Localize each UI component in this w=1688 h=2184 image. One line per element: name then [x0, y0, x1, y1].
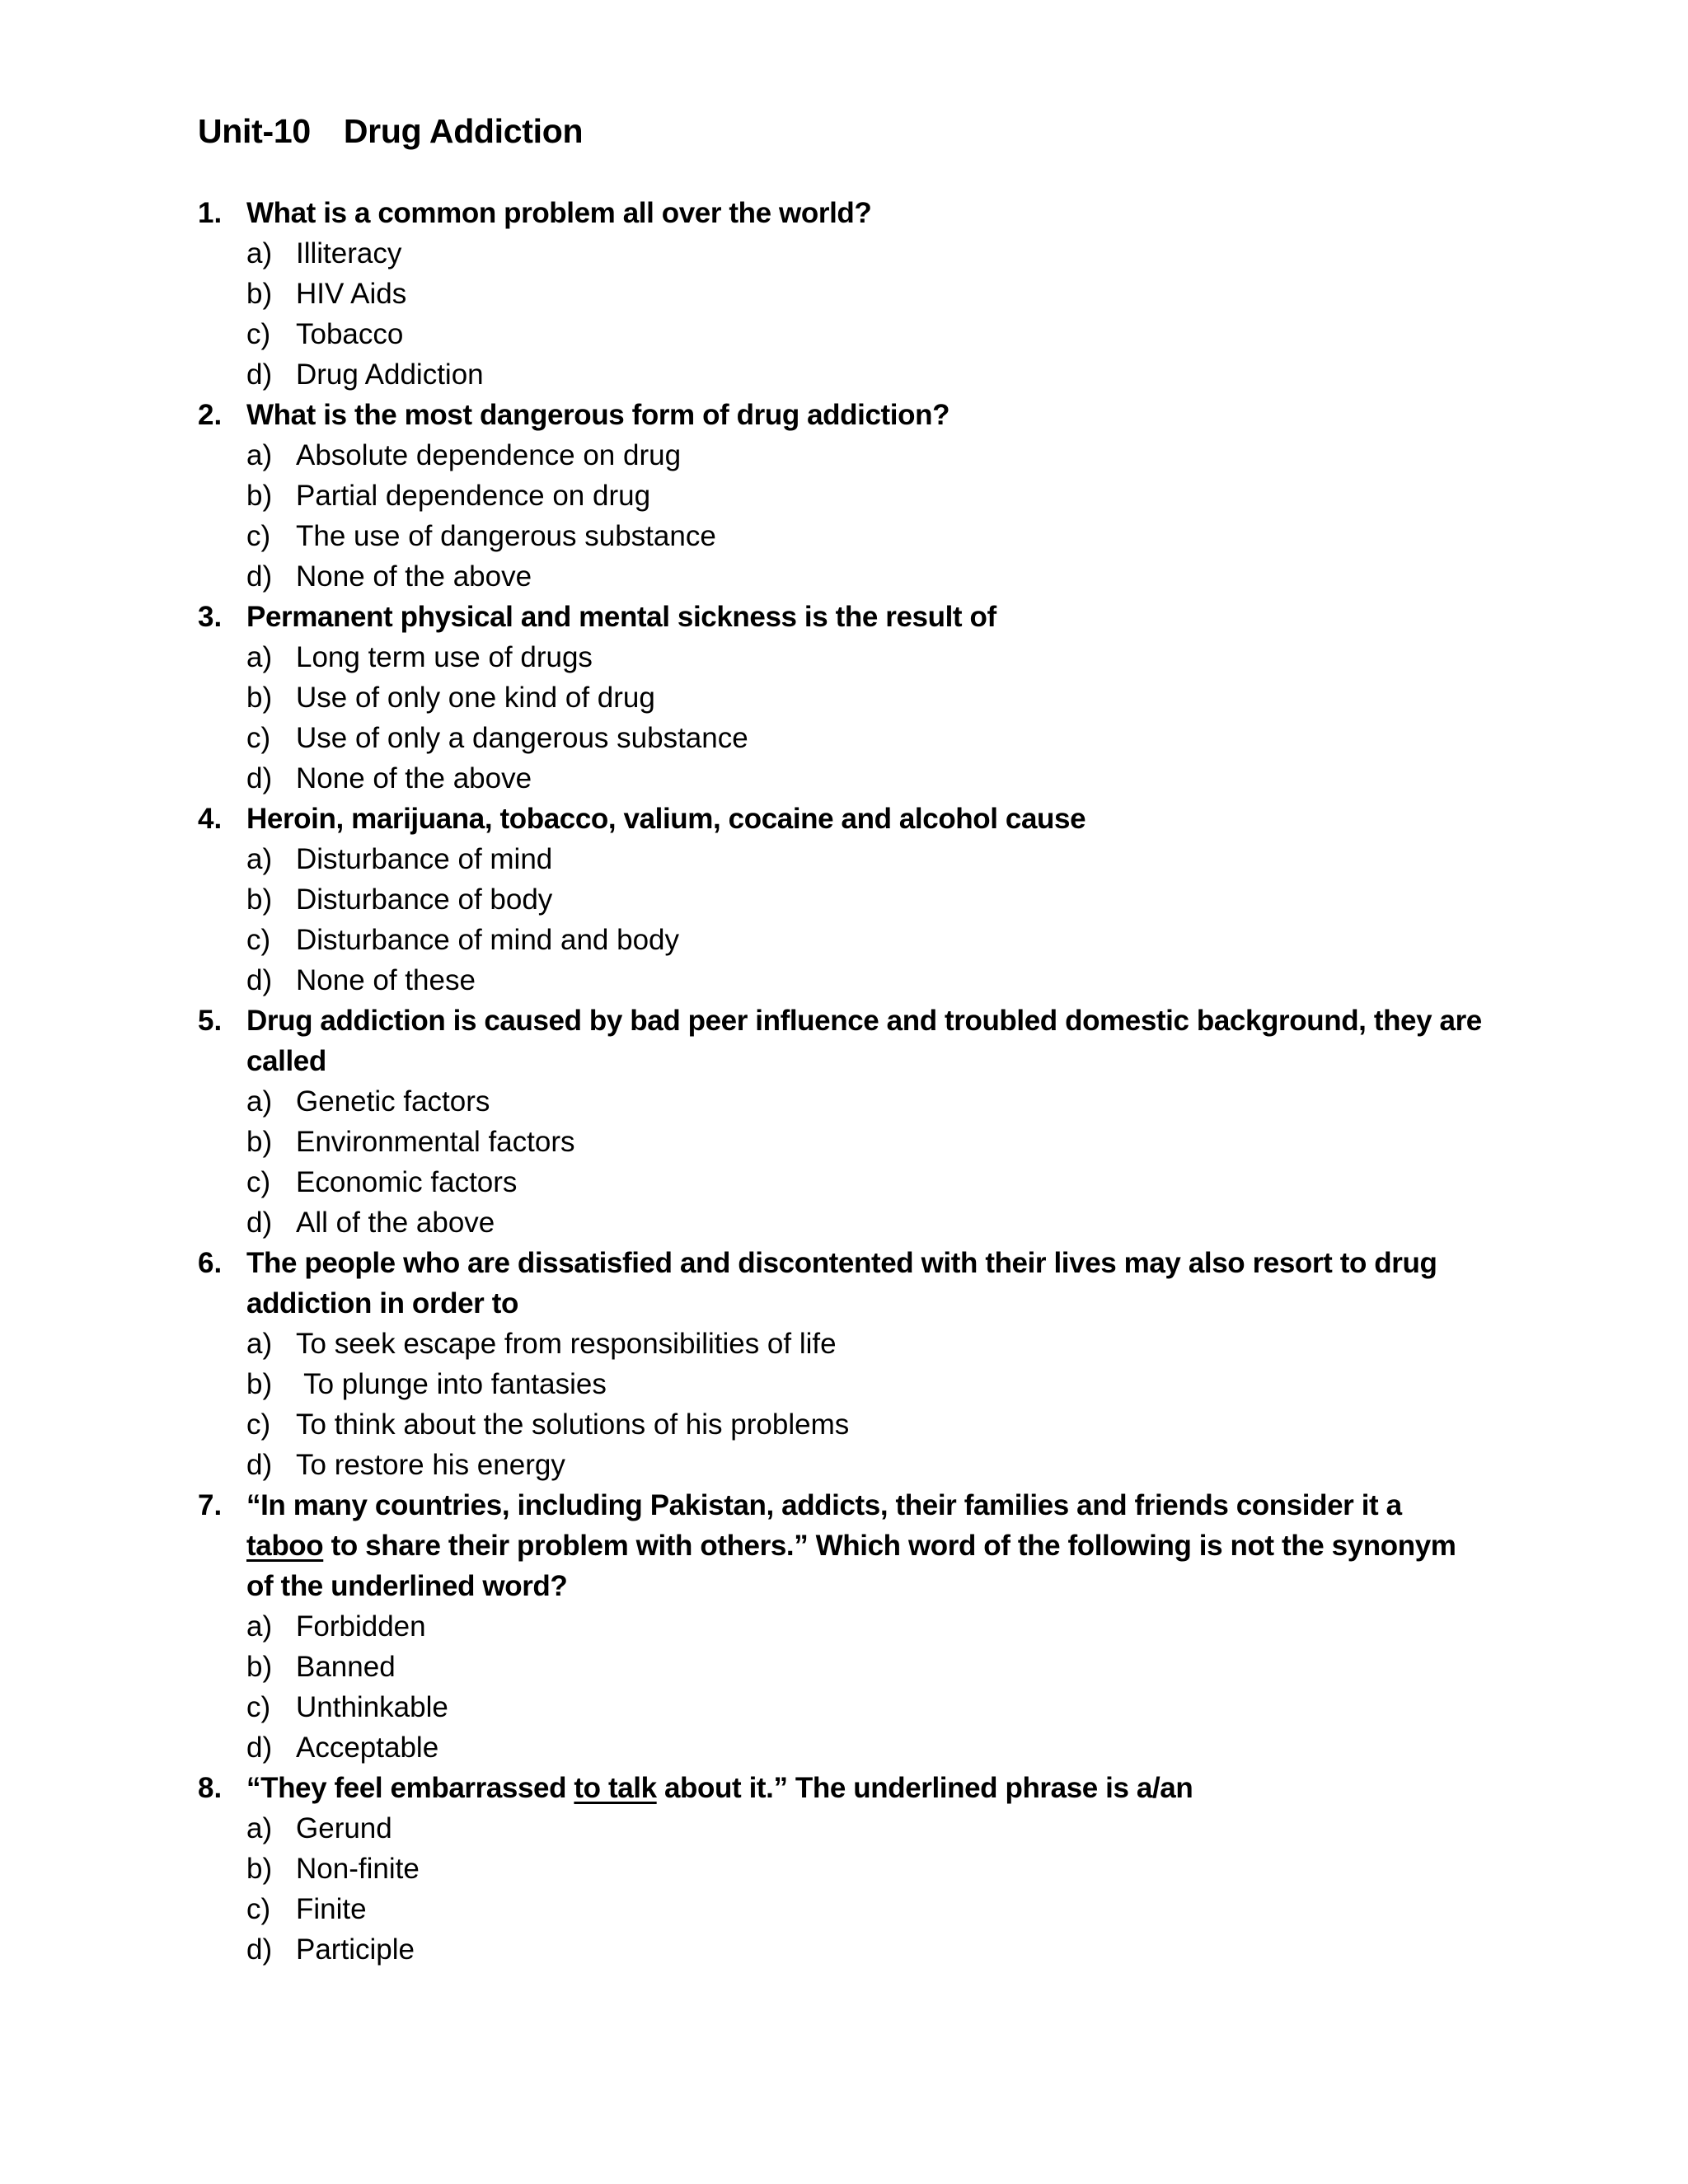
option-letter: a) — [246, 1085, 273, 1118]
underlined-phrase: to talk — [574, 1772, 657, 1804]
question-number: 1. — [198, 197, 223, 229]
option-text: To think about the solutions of his problems — [296, 1408, 850, 1441]
option-letter: a) — [246, 1812, 273, 1844]
underlined-word: taboo — [246, 1530, 324, 1562]
option-letter: d) — [246, 560, 273, 593]
option-c — [246, 516, 1484, 556]
option-text: None of the above — [296, 560, 532, 593]
option-a — [246, 1081, 1484, 1122]
option-list — [198, 435, 1484, 597]
option-text: Banned — [296, 1651, 396, 1683]
option-text: Forbidden — [296, 1610, 426, 1643]
option-b — [246, 879, 1484, 920]
option-b — [246, 1364, 1484, 1404]
option-letter: c) — [246, 1691, 271, 1723]
option-text: All of the above — [296, 1207, 495, 1239]
option-letter: b) — [246, 883, 273, 916]
option-c — [246, 1889, 1484, 1929]
option-b — [246, 1647, 1484, 1687]
option-text: Finite — [296, 1893, 367, 1925]
option-letter: d) — [246, 1732, 273, 1764]
option-text: Participle — [296, 1933, 415, 1966]
option-c — [246, 718, 1484, 758]
option-list — [198, 1324, 1484, 1485]
question-3 — [198, 597, 1484, 799]
option-b — [246, 1849, 1484, 1889]
option-text: Use of only one kind of drug — [296, 682, 655, 714]
option-letter: c) — [246, 722, 271, 754]
question-text — [246, 1485, 1484, 1606]
option-letter: c) — [246, 318, 271, 350]
option-c — [246, 1687, 1484, 1727]
option-list — [198, 233, 1484, 395]
question-6 — [198, 1243, 1484, 1485]
question-text: Drug addiction is caused by bad peer influence and troubled domestic background, they are called — [246, 1005, 1482, 1077]
option-a — [246, 637, 1484, 677]
option-text: Tobacco — [296, 318, 404, 350]
option-a — [246, 233, 1484, 274]
option-letter: b) — [246, 278, 273, 310]
option-d — [246, 1929, 1484, 1970]
question-4 — [198, 799, 1484, 1001]
question-7 — [198, 1485, 1484, 1768]
option-text: Genetic factors — [296, 1085, 490, 1118]
option-letter: b) — [246, 682, 273, 714]
option-text: To plunge into fantasies — [296, 1368, 607, 1400]
option-c — [246, 1162, 1484, 1202]
option-letter: c) — [246, 1893, 271, 1925]
question-number: 4. — [198, 803, 223, 835]
option-text: Absolute dependence on drug — [296, 439, 682, 471]
option-c — [246, 920, 1484, 960]
option-c — [246, 314, 1484, 354]
option-letter: c) — [246, 924, 271, 956]
option-b — [246, 677, 1484, 718]
option-text: HIV Aids — [296, 278, 407, 310]
option-letter: b) — [246, 1368, 273, 1400]
page-title — [198, 112, 583, 151]
question-text: What is the most dangerous form of drug addiction? — [246, 399, 950, 431]
option-d — [246, 758, 1484, 799]
question-text: The people who are dissatisfied and discontented with their lives may also resort to drug addiction in order to — [246, 1247, 1437, 1319]
option-d — [246, 1202, 1484, 1243]
option-letter: d) — [246, 1207, 273, 1239]
question-number: 6. — [198, 1247, 223, 1279]
option-letter: d) — [246, 1449, 273, 1481]
question-text-after: to share their problem with others.” Which word of the following is not the synonym of the underlined word? — [246, 1530, 1456, 1602]
question-2 — [198, 395, 1484, 597]
option-list — [198, 1081, 1484, 1243]
option-b — [246, 274, 1484, 314]
option-text: None of the above — [296, 762, 532, 794]
option-text: Disturbance of mind and body — [296, 924, 679, 956]
unit-number: Unit-10 — [198, 112, 311, 150]
question-text-before: “In many countries, including Pakistan, addicts, their families and friends consider it a — [246, 1489, 1402, 1521]
option-letter: b) — [246, 1126, 273, 1158]
option-list — [198, 839, 1484, 1001]
option-letter: a) — [246, 1328, 273, 1360]
option-text: The use of dangerous substance — [296, 520, 716, 552]
question-text: Permanent physical and mental sickness is the result of — [246, 601, 996, 633]
option-letter: c) — [246, 1408, 271, 1441]
option-text: Non-finite — [296, 1853, 420, 1885]
question-8 — [198, 1768, 1484, 1970]
option-letter: a) — [246, 1610, 273, 1643]
question-number: 2. — [198, 399, 223, 431]
option-d — [246, 354, 1484, 395]
option-d — [246, 556, 1484, 597]
option-text: Disturbance of body — [296, 883, 553, 916]
option-letter: d) — [246, 964, 273, 996]
option-letter: b) — [246, 1651, 273, 1683]
question-list — [198, 193, 1484, 1970]
option-text: Drug Addiction — [296, 359, 484, 391]
option-c — [246, 1404, 1484, 1445]
option-d — [246, 1445, 1484, 1485]
option-text: Environmental factors — [296, 1126, 575, 1158]
option-letter: a) — [246, 439, 273, 471]
question-number: 8. — [198, 1772, 223, 1804]
option-d — [246, 1727, 1484, 1768]
option-text: None of these — [296, 964, 476, 996]
option-b — [246, 476, 1484, 516]
option-letter: a) — [246, 641, 273, 673]
question-text: Heroin, marijuana, tobacco, valium, cocaine and alcohol cause — [246, 803, 1086, 835]
option-d — [246, 960, 1484, 1001]
option-letter: b) — [246, 1853, 273, 1885]
option-text: Long term use of drugs — [296, 641, 593, 673]
option-text: To restore his energy — [296, 1449, 565, 1481]
question-text: What is a common problem all over the world? — [246, 197, 872, 229]
option-letter: a) — [246, 237, 273, 269]
question-text-after: about it.” The underlined phrase is a/an — [656, 1772, 1193, 1804]
option-letter: b) — [246, 480, 273, 512]
option-letter: c) — [246, 1166, 271, 1198]
option-a — [246, 839, 1484, 879]
option-a — [246, 435, 1484, 476]
option-letter: d) — [246, 762, 273, 794]
option-text: Illiteracy — [296, 237, 402, 269]
option-a — [246, 1808, 1484, 1849]
question-1 — [198, 193, 1484, 395]
unit-topic: Drug Addiction — [343, 112, 584, 150]
question-text-before: “They feel embarrassed — [246, 1772, 574, 1804]
option-text: To seek escape from responsibilities of life — [296, 1328, 837, 1360]
option-text: Use of only a dangerous substance — [296, 722, 748, 754]
option-letter: a) — [246, 843, 273, 875]
option-list — [198, 1606, 1484, 1768]
option-list — [198, 1808, 1484, 1970]
question-text — [246, 1768, 1193, 1808]
option-text: Unthinkable — [296, 1691, 448, 1723]
option-list — [198, 637, 1484, 799]
option-letter: d) — [246, 1933, 273, 1966]
question-number: 5. — [198, 1005, 223, 1037]
question-5 — [198, 1001, 1484, 1243]
option-letter: c) — [246, 520, 271, 552]
option-text: Gerund — [296, 1812, 392, 1844]
option-a — [246, 1606, 1484, 1647]
question-number: 7. — [198, 1489, 223, 1521]
option-text: Acceptable — [296, 1732, 439, 1764]
option-b — [246, 1122, 1484, 1162]
option-text: Partial dependence on drug — [296, 480, 651, 512]
question-number: 3. — [198, 601, 223, 633]
option-a — [246, 1324, 1484, 1364]
option-text: Disturbance of mind — [296, 843, 553, 875]
option-text: Economic factors — [296, 1166, 518, 1198]
option-letter: d) — [246, 359, 273, 391]
